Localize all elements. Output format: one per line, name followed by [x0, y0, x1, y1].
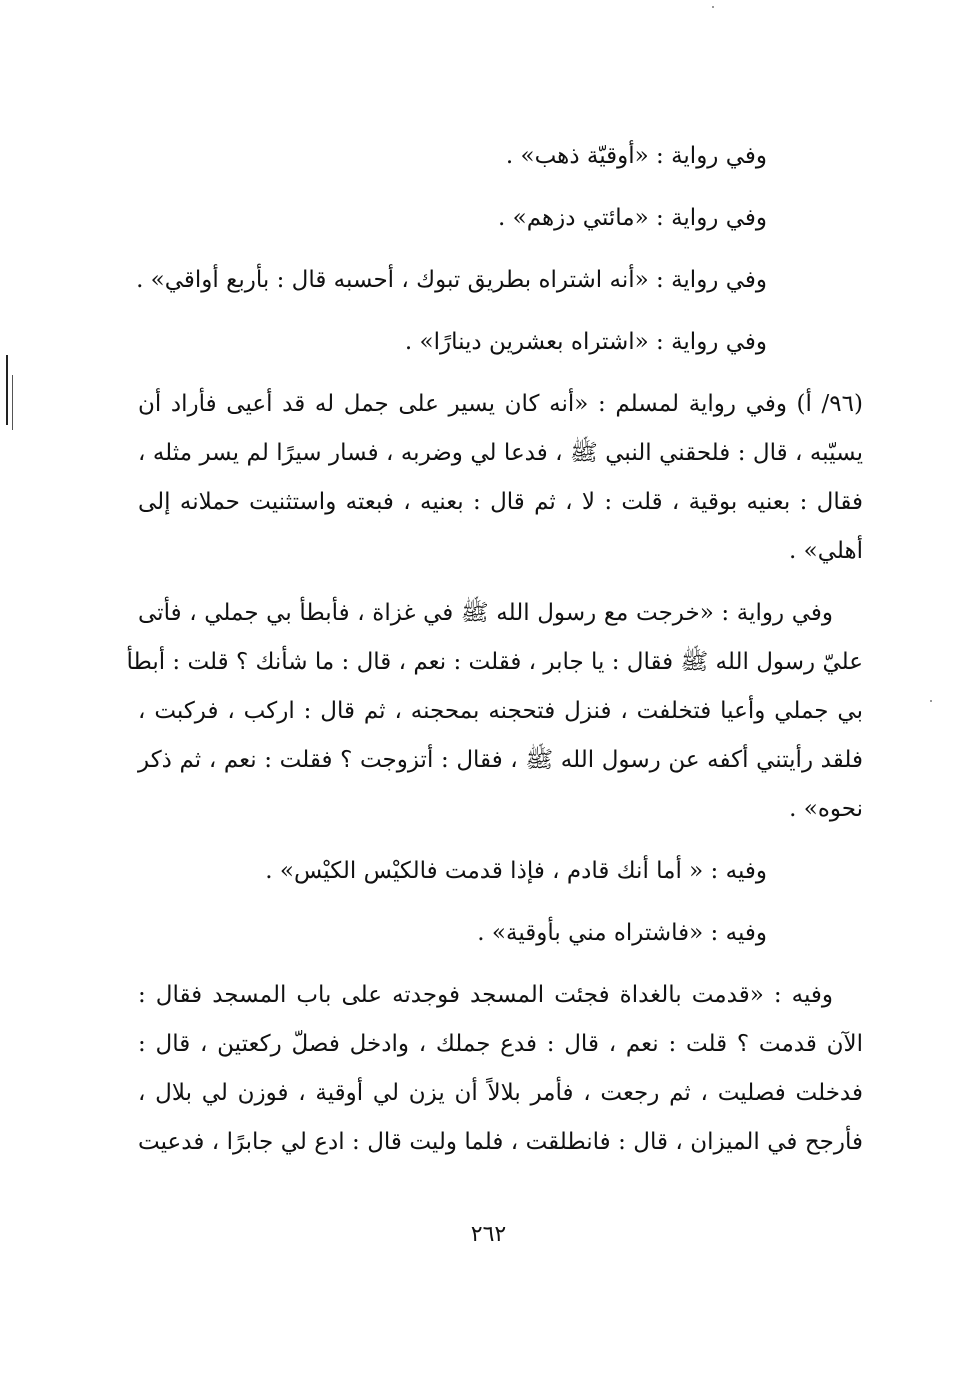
text-line: بي جملي وأعيا فتخلفت ، فنزل فتحجنه بمحجنه ، ثم قال : اركب ، فركبت ،	[138, 698, 863, 724]
text-line: وفي رواية : «خرجت مع رسول الله ﷺ في غزاة ، فأبطأ بي جملي ، فأتى	[138, 600, 834, 626]
text-line: فقال : بعنيه بوقية ، قلت : لا ، ثم قال : بعنيه ، فبعته واستثنيت حملانه إلى	[138, 489, 863, 515]
text-line: وفيه : « أما أنك قادم ، فإذا قدمت فالكيْس الكيْس» .	[265, 858, 767, 884]
text-line: أهلي» .	[789, 538, 863, 564]
scan-speck	[712, 6, 714, 8]
text-line: وفي رواية : «اشتراه بعشرين دينارًا» .	[404, 329, 767, 355]
text-line: نحوه» .	[789, 796, 863, 822]
text-line: فأرجح في الميزان ، قال : فانطلقت ، فلما وليت قال : ادع لي جابرًا ، فدعيت	[138, 1129, 863, 1155]
text-line: عليّ رسول الله ﷺ فقال : يا جابر ، فقلت : نعم ، قال : ما شأنك ؟ قلت : أبطأ	[126, 649, 863, 675]
margin-mark	[6, 355, 8, 425]
text-line: وفيه : «قدمت بالغداة فجئت المسجد فوجدته على باب المسجد فقال :	[138, 982, 833, 1008]
margin-mark-secondary	[12, 375, 13, 430]
page-number: ٢٦٢	[470, 1222, 507, 1247]
text-line: (٩٦/ أ) وفي رواية لمسلم : «أنه كان يسير على جمل له قد أعيى فأراد أن	[138, 391, 863, 417]
text-line: يسيّبه ، قال : فلحقني النبي ﷺ ، فدعا لي وضربه ، فسار سيرًا لم يسر مثله ،	[138, 440, 863, 466]
text-line: وفي رواية : «مائتي دزهم» .	[498, 205, 767, 231]
text-line: وفي رواية : «أوقيّة ذهب» .	[505, 143, 767, 169]
body-text	[126, 132, 863, 1167]
text-line: وفيه : «فاشتراه مني بأوقية» .	[477, 920, 767, 946]
text-line: وفي رواية : «أنه اشتراه بطريق تبوك ، أحسبه قال : بأربع أواقي» .	[136, 267, 767, 293]
text-line: الآن قدمت ؟ قلت : نعم ، قال : فدع جملك ، وادخل فصلّ ركعتين ، قال :	[138, 1031, 863, 1057]
scan-speck	[930, 700, 932, 702]
text-line: فدخلت فصليت ، ثم رجعت ، فأمر بلالاً أن يزن لي أوقية ، فوزن لي بلال ،	[138, 1080, 863, 1106]
text-line: فلقد رأيتني أكفه عن رسول الله ﷺ ، فقال : أتزوجت ؟ فقلت : نعم ، ثم ذكر	[138, 747, 863, 773]
